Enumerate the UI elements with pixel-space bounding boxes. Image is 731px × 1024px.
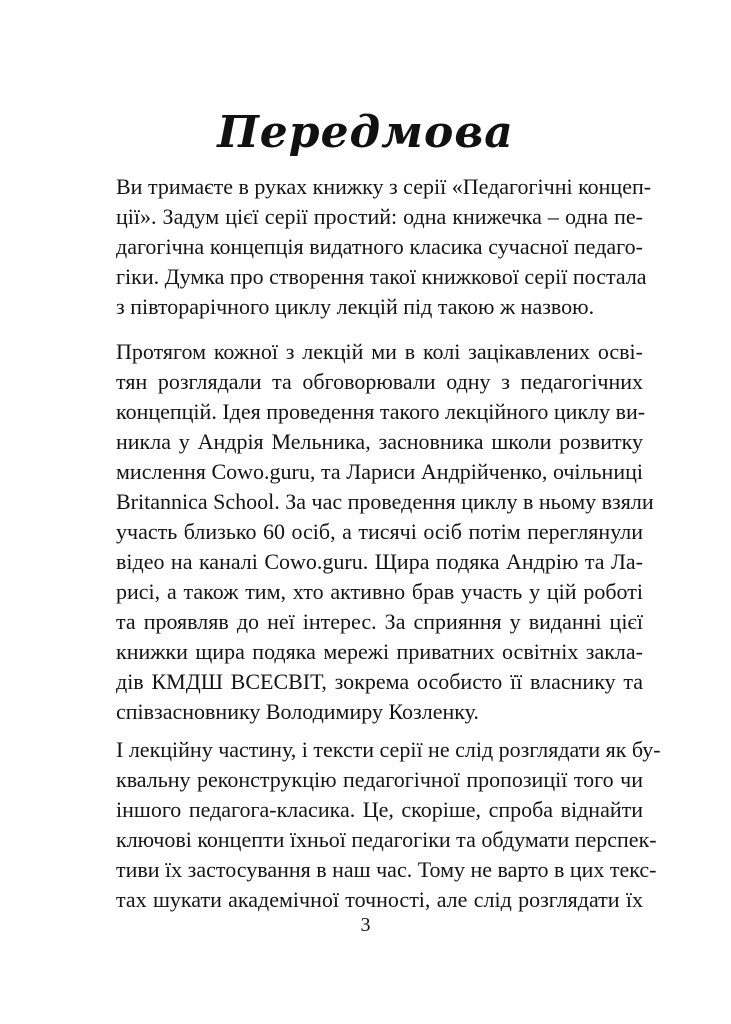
page-title: Передмова	[217, 107, 514, 158]
text-line: никла у Андрія Мельника, засновника школи розвитку	[116, 429, 643, 454]
text-line: Ви тримаєте в руках книжку з серії «Педагогічні концеп-	[116, 174, 652, 199]
text-line: дів КМДШ ВСЕСВІТ, зокрема особисто її власнику та	[116, 669, 643, 694]
text-line: І лекційну частину, і тексти серії не слід розглядати як бу-	[116, 737, 661, 762]
paragraph-1	[116, 172, 652, 322]
text-line: мислення Cowo.guru, та Лариси Андрійченко, очільниці	[116, 459, 643, 484]
text-line: рисі, а також тим, хто активно брав участь у цій роботі	[116, 579, 643, 604]
text-line: книжки щира подяка мережі приватних освітніх заклa-	[116, 639, 643, 664]
paragraph-3	[116, 735, 661, 915]
text-line: тах шукати академічної точності, але слід розглядати їх	[116, 887, 643, 912]
text-line: тиви їх застосування в наш час. Тому не варто в цих текс-	[116, 857, 657, 882]
page-number: 3	[360, 914, 371, 936]
text-line: з півторарічного циклу лекцій під такою ж назвою.	[116, 294, 595, 319]
text-line: ключові концепти їхньої педагогіки та обдумати перспек-	[116, 827, 657, 852]
text-line: концепцій. Ідея проведення такого лекційного циклу ви-	[116, 399, 646, 424]
text-line: Протягом кожної з лекцій ми в колі зацікавлених осві-	[116, 339, 643, 364]
text-line: квальну реконструкцію педагогічної пропозиції того чи	[116, 767, 643, 792]
text-line: співзасновнику Володимиру Козленку.	[116, 699, 479, 724]
text-line: Britannica School. За час проведення циклу в ньому взяли	[116, 489, 654, 514]
text-line: ції». Задум цієї серії простий: одна книжечка – одна пе-	[116, 204, 643, 229]
text-line: відео на каналі Cowo.guru. Щира подяка Андрію та Ла-	[116, 549, 643, 574]
text-line: та проявляв до неї інтерес. За сприяння у виданні цієї	[116, 609, 643, 634]
text-line: участь близько 60 осіб, а тисячі осіб потім переглянули	[116, 519, 643, 544]
text-line: дагогічна концепція видатного класика сучасної педаго-	[116, 234, 643, 259]
text-line: тян розглядали та обговорювали одну з педагогічних	[116, 369, 643, 394]
text-line: гіки. Думка про створення такої книжкової серії постала	[116, 264, 647, 289]
paragraph-2	[116, 337, 654, 727]
text-line: іншого педагога-класика. Це, скоріше, спроба віднайти	[116, 797, 643, 822]
